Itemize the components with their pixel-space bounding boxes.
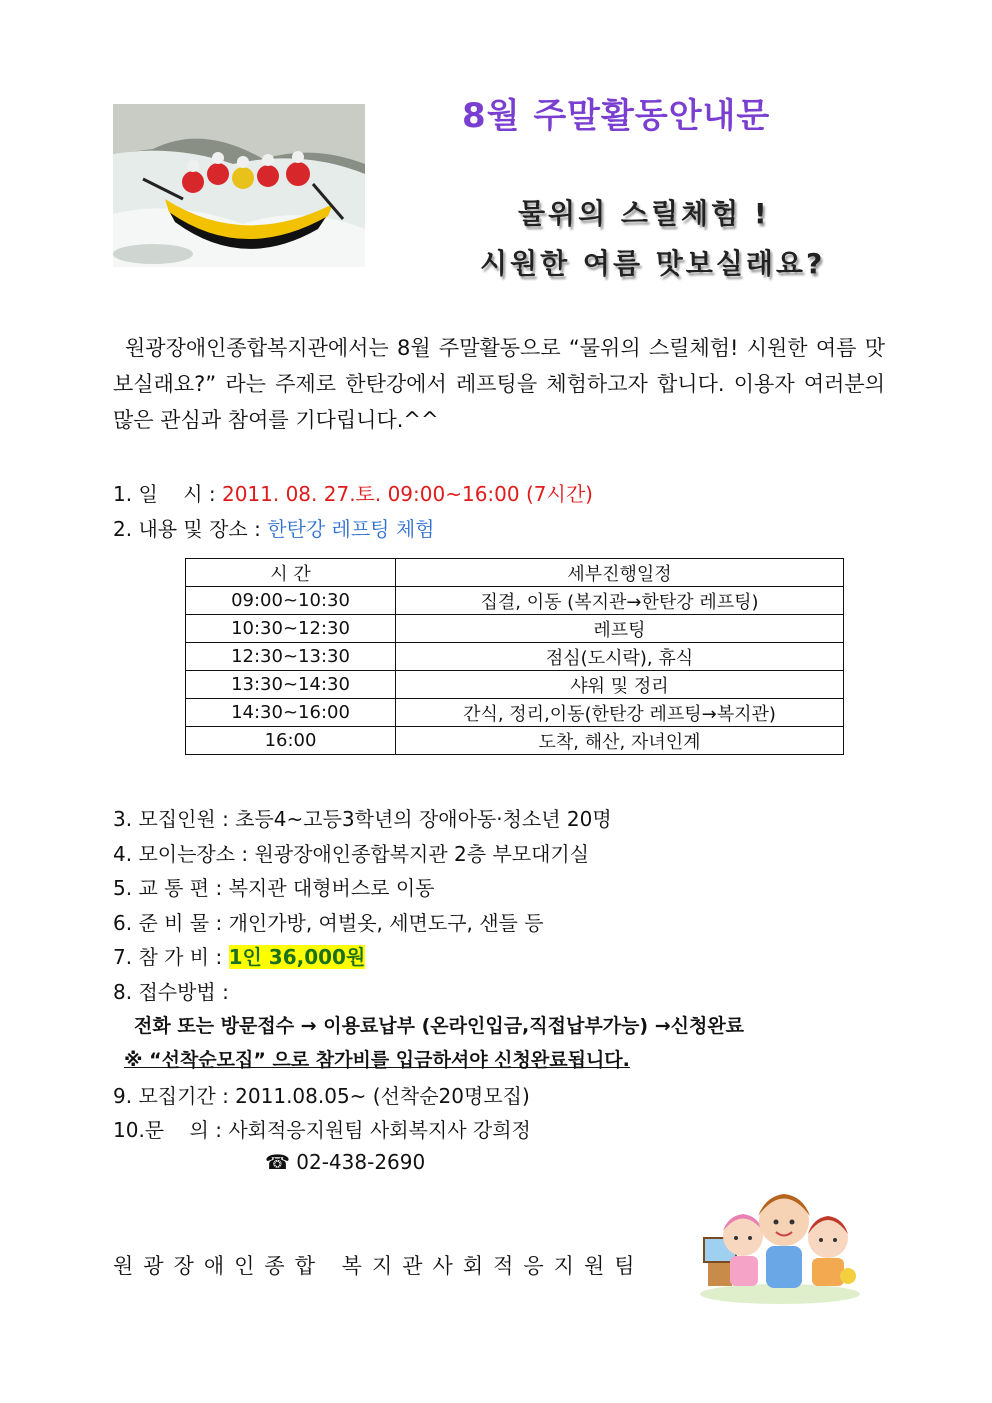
schedule-detail: 간식, 정리,이동(한탄강 레프팅→복지관) [396,699,844,727]
table-row [186,699,844,727]
subtitle-line1: 물위의 스릴체험 ! [518,197,770,230]
schedule-time: 09:00~10:30 [186,587,396,615]
subtitle-line2: 시원한 여름 맛보실래요? [480,247,826,280]
schedule-detail: 집결, 이동 (복지관→한탄강 레프팅) [396,587,844,615]
page-title: 8월 주말활동안내문 [462,96,771,136]
table-row [186,671,844,699]
date-label: 1. 일 시 : [113,482,222,506]
schedule-detail: 점심(도시락), 휴식 [396,643,844,671]
table-row [186,643,844,671]
fee-label: 7. 참 가 비 : [113,945,229,969]
schedule-time: 14:30~16:00 [186,699,396,727]
item-date [113,478,593,507]
schedule-header-time: 시 간 [186,559,396,587]
content-label: 2. 내용 및 장소 : [113,517,268,541]
item-period: 9. 모집기간 : 2011.08.05~ (선착순20명모집) [113,1084,530,1108]
apply-note: ※ “선착순모집” 으로 참가비를 입금하셔야 신청완료됩니다. [124,1049,630,1071]
fee-value: 1인 36,000원 [228,945,366,969]
schedule-detail: 레프팅 [396,615,844,643]
schedule-detail: 도착, 해산, 자녀인계 [396,727,844,755]
table-row [186,587,844,615]
item-fee [113,941,365,970]
intro-paragraph: 원광장애인종합복지관에서는 8월 주말활동으로 “물위의 스릴체험! 시원한 여름 맛보실래요?” 라는 주제로 한탄강에서 레프팅을 체험하고자 합니다. 이용자 여러분의 많은 관심과 참여를 기다립니다.^^ [113,336,885,432]
table-row [186,615,844,643]
schedule-header-detail: 세부진행일정 [396,559,844,587]
table-row [186,727,844,755]
item-transport: 5. 교 통 편 : 복지관 대형버스로 이동 [113,876,435,900]
rafting-photo [113,104,365,267]
item-supplies: 6. 준 비 물 : 개인가방, 여벌옷, 세면도구, 샌들 등 [113,911,544,935]
date-value: 2011. 08. 27.토. 09:00~16:00 (7시간) [221,482,593,506]
contact-phone: ☎ 02-438-2690 [265,1150,426,1174]
schedule-time: 13:30~14:30 [186,671,396,699]
footer-org: 원광장애인종합 복지관사회적응지원팀 [113,1254,645,1278]
item-content [113,513,435,542]
children-illustration [688,1176,868,1306]
schedule-header-row [186,559,844,587]
item-meeting-place: 4. 모이는장소 : 원광장애인종합복지관 2층 부모대기실 [113,842,590,866]
schedule-table [185,558,844,755]
item-apply-label: 8. 접수방법 : [113,980,229,1004]
apply-flow: 전화 또는 방문접수 → 이용료납부 (온라인입금,직접납부가능) →신청완료 [134,1015,745,1037]
schedule-detail: 샤워 및 정리 [396,671,844,699]
item-contact: 10.문 의 : 사회적응지원팀 사회복지사 강희정 [113,1118,531,1142]
content-value: 한탄강 레프팅 체험 [267,517,435,541]
schedule-time: 12:30~13:30 [186,643,396,671]
schedule-time: 10:30~12:30 [186,615,396,643]
item-recruit: 3. 모집인원 : 초등4~고등3학년의 장애아동·청소년 20명 [113,807,612,831]
schedule-time: 16:00 [186,727,396,755]
